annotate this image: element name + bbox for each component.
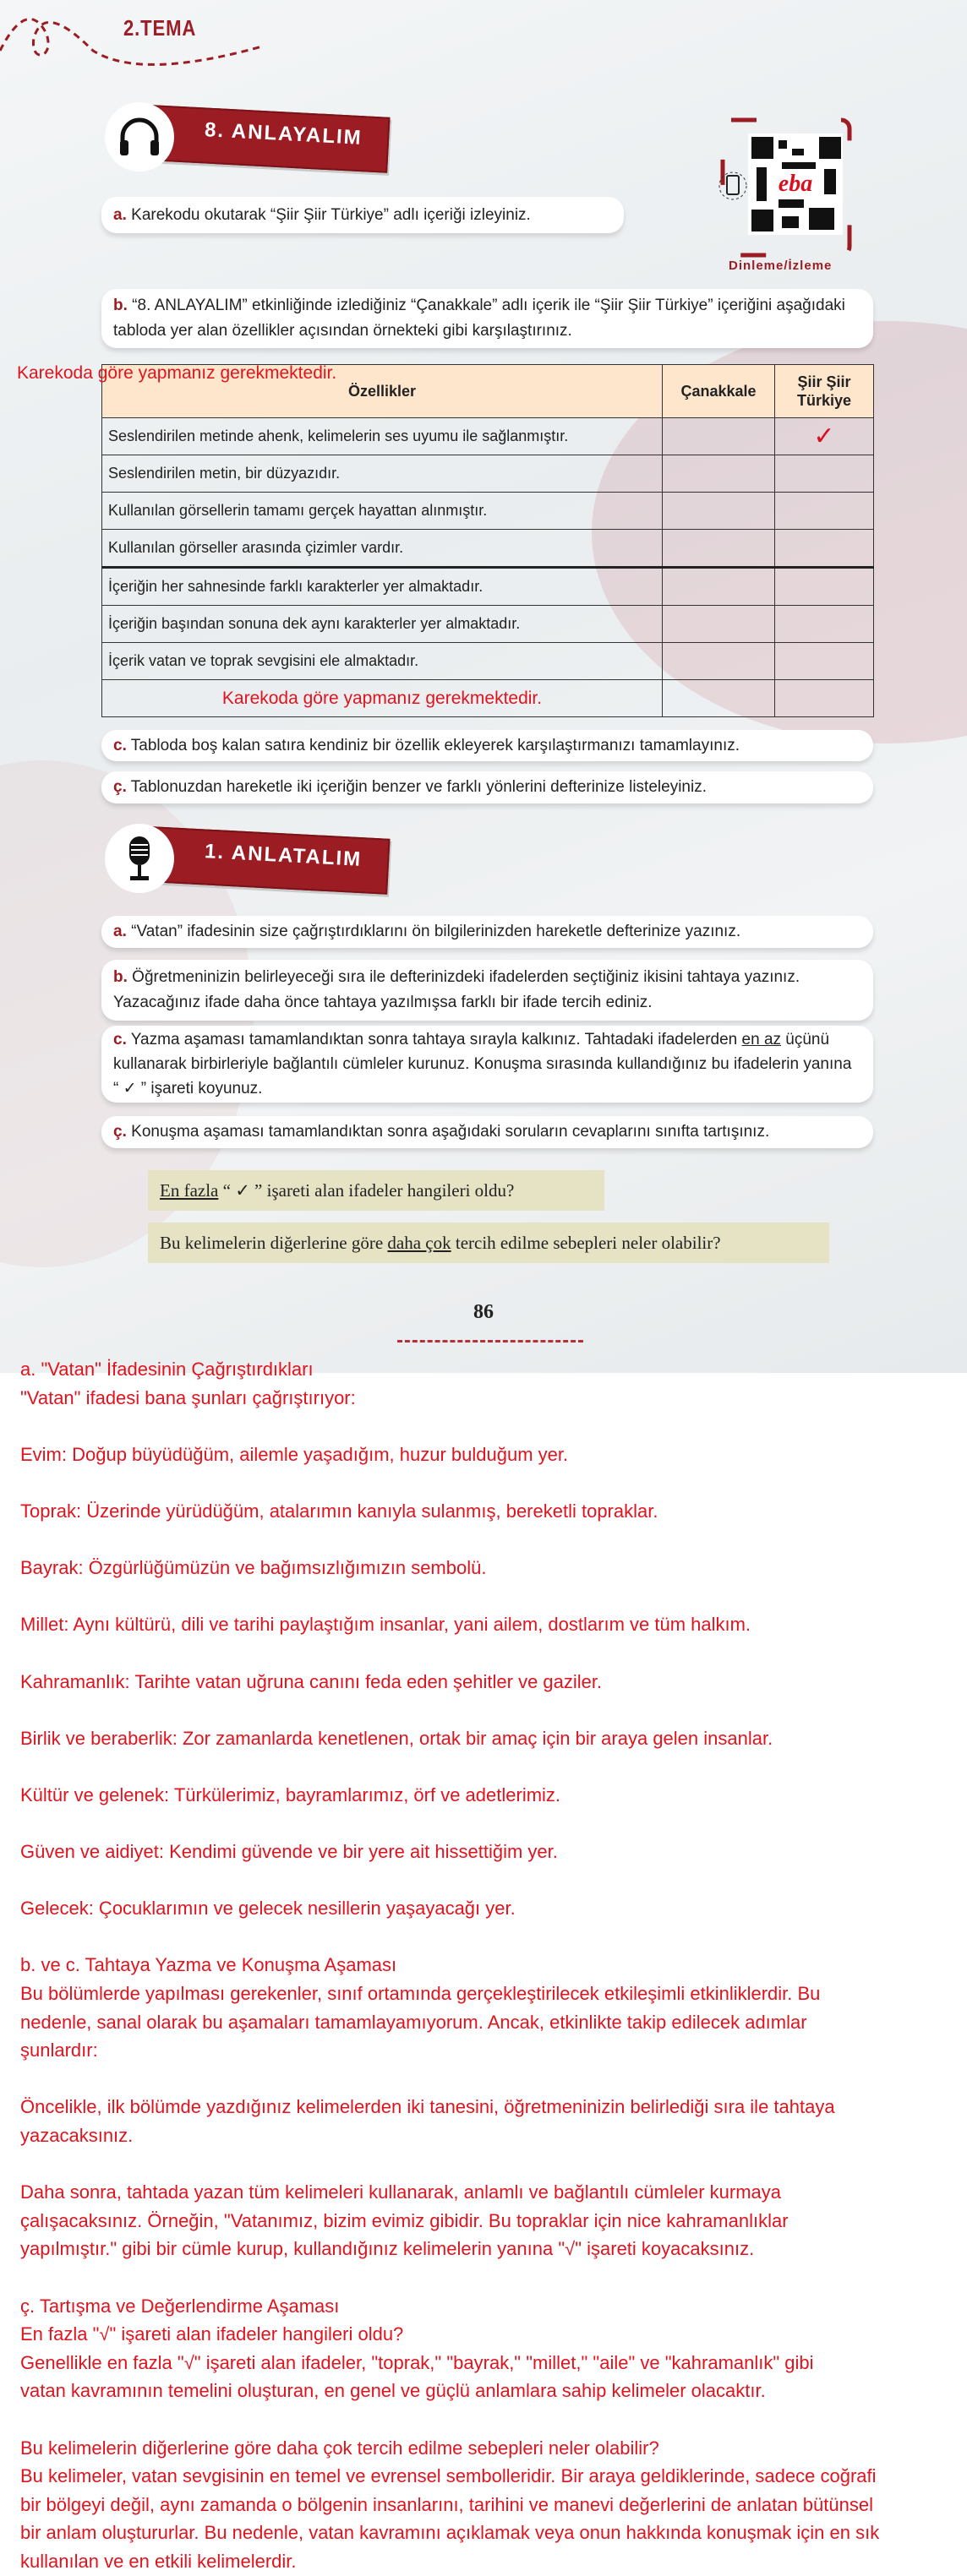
canakkale-cell[interactable] — [663, 493, 775, 530]
column-header: Çanakkale — [663, 365, 775, 418]
instruction-text: Öğretmeninizin belirleyeceği sıra ile defterinizdeki ifadelerden seçtiğiniz ikisini tahtaya yazınız. Yazacağınız ifade daha önce tahtaya yazılmışsa farklı bir ifade tercih ediniz. — [113, 968, 800, 1011]
blank-line — [20, 1752, 967, 1781]
item-letter: a. — [113, 205, 127, 224]
question-text: tercih edilme sebepleri neler olabilir? — [451, 1233, 721, 1253]
question-text: “ ✓ ” işareti alan ifadeler hangileri oldu? — [218, 1180, 515, 1201]
table-row — [102, 643, 874, 680]
canakkale-cell[interactable] — [663, 606, 775, 643]
table-row — [102, 418, 874, 455]
answer-line: Güven ve aidiyet: Kendimi güvende ve bir yere ait hissettiğim yer. — [20, 1841, 558, 1863]
instruction-text: Tabloda boş kalan satıra kendiniz bir özellik ekleyerek karşılaştırmanızı tamamlayınız. — [130, 736, 740, 754]
item-letter: ç. — [113, 778, 127, 796]
headphones-icon — [105, 102, 174, 172]
answer-line: ç. Tartışma ve Değerlendirme Aşaması — [20, 2295, 340, 2317]
underlined-text: En fazla — [160, 1180, 219, 1201]
instruction-b — [101, 289, 873, 348]
column-header: Şiir Şiir Türkiye — [775, 365, 874, 418]
item-letter: ç. — [113, 1123, 127, 1141]
blank-line — [20, 1582, 967, 1611]
feature-cell: İçeriğin her sahnesinde farklı karakterler yer almaktadır. — [102, 568, 663, 606]
answer-line: nedenle, sanal olarak bu aşamaları tamamlayamıyorum. Ancak, etkinlikte takip edilecek adımlar — [20, 2011, 807, 2033]
siir-cell[interactable] — [775, 493, 874, 530]
instruction-c — [101, 1026, 873, 1103]
answer-line: Birlik ve beraberlik: Zor zamanlarda kenetlenen, ortak bir amaç için bir araya gelen insanlar. — [20, 1727, 773, 1749]
canakkale-cell[interactable] — [663, 530, 775, 568]
underlined-text: daha çok — [387, 1233, 451, 1253]
canakkale-cell[interactable] — [663, 418, 775, 455]
answer-line: Kahramanlık: Tarihte vatan uğruna canını feda eden şehitler ve gaziler. — [20, 1670, 603, 1692]
theme-title: 2.TEMA — [123, 15, 197, 41]
item-letter: b. — [113, 968, 128, 986]
canakkale-cell[interactable] — [663, 680, 775, 717]
siir-cell[interactable] — [775, 606, 874, 643]
table-row — [102, 680, 874, 717]
canakkale-cell[interactable] — [663, 455, 775, 493]
blank-line — [20, 1526, 967, 1555]
instruction-text: “8. ANLAYALIM” etkinliğinde izlediğiniz “Çanakkale” adlı içerik ile “Şiir Şiir Türkiye” içeriğini aşağıdaki tabloda yer alan özellikler açısından örnekteki gibi karşılaştırınız. — [113, 297, 845, 340]
feature-cell: Seslendirilen metin, bir düzyazıdır. — [102, 455, 663, 493]
answer-line: a. "Vatan" İfadesinin Çağrıştırdıkları — [20, 1359, 314, 1380]
instruction-cc — [101, 771, 873, 803]
blank-line — [20, 2263, 967, 2292]
qr-code[interactable] — [714, 115, 858, 264]
answer-line: vatan kavramının temelini oluşturan, en genel ve güçlü anlamlara sahip kelimeler olacaktır. — [20, 2380, 766, 2402]
siir-cell[interactable] — [775, 530, 874, 568]
answer-text — [20, 1355, 967, 2576]
column-header: Özellikler — [102, 365, 663, 418]
answer-line: Kültür ve gelenek: Türkülerimiz, bayramlarımız, örf ve adetlerimiz. — [20, 1784, 561, 1805]
blank-line — [20, 2065, 967, 2094]
blank-line — [20, 1810, 967, 1838]
microphone-icon — [105, 824, 174, 893]
feature-cell: İçerik vatan ve toprak sevgisini ele almaktadır. — [102, 643, 663, 680]
banner-title: 1. ANLATALIM — [204, 840, 363, 871]
check-icon[interactable]: ✓ — [775, 418, 874, 455]
answer-line: Genellikle en fazla "√" işareti alan ifadeler, "toprak," "bayrak," "millet," "aile" ve "kahramanlık" gibi — [20, 2351, 814, 2373]
item-letter: c. — [113, 1031, 127, 1048]
section-banner-anlayalim — [101, 99, 389, 170]
answer-line: En fazla "√" işareti alan ifadeler hangileri oldu? — [20, 2323, 404, 2345]
instruction-text: Konuşma aşaması tamamlandıktan sonra aşağıdaki soruların cevaplarını sınıfta tartışınız. — [131, 1123, 770, 1141]
table-row — [102, 530, 874, 568]
discussion-question-2 — [148, 1223, 829, 1263]
blank-line — [20, 1412, 967, 1440]
answer-line: yapılmıştır." gibi bir cümle kurup, kullandığınız kelimelerin yanına "√" işareti koyacaksınız. — [20, 2238, 755, 2260]
answer-line: Gelecek: Çocuklarımın ve gelecek nesillerin yaşayacağı yer. — [20, 1898, 516, 1920]
answer-line: Millet: Aynı kültürü, dili ve tarihi paylaştığım insanlar, yani ailem, dostlarım ve tüm halkım. — [20, 1614, 751, 1636]
canakkale-cell[interactable] — [663, 643, 775, 680]
canakkale-cell[interactable] — [663, 568, 775, 606]
answer-line: Toprak: Üzerinde yürüdüğüm, atalarımın kanıyla sulanmış, bereketli topraklar. — [20, 1500, 658, 1522]
instruction-cc — [101, 1116, 873, 1148]
answer-line: Bu kelimelerin diğerlerine göre daha çok tercih edilme sebepleri neler olabilir? — [20, 2437, 659, 2459]
table-row — [102, 568, 874, 606]
overlay-note: Karekoda göre yapmanız gerekmektedir. — [17, 363, 337, 383]
qr-label: Dinleme/İzleme — [729, 259, 833, 273]
instruction-text: Yazma aşaması tamamlandıktan sonra tahtaya sırayla kalkınız. Tahtadaki ifadelerden — [130, 1031, 742, 1048]
blank-line — [20, 1639, 967, 1668]
answer-line: b. ve c. Tahtaya Yazma ve Konuşma Aşaması — [20, 1954, 397, 1976]
answer-line: Bayrak: Özgürlüğümüzün ve bağımsızlığımızın sembolü. — [20, 1557, 487, 1579]
underlined-text: en az — [741, 1031, 782, 1048]
answer-line: Daha sonra, tahtada yazan tüm kelimeleri kullanarak, anlamlı ve bağlantılı cümleler kurmaya — [20, 2181, 781, 2203]
answer-line: bir bölgeyi değil, aynı zamanda o bölgenin insanlarını, tarihini ve manevi değerlerini de anlatan bütünsel — [20, 2493, 873, 2515]
answer-line: Evim: Doğup büyüdüğüm, ailemle yaşadığım, huzur bulduğum yer. — [20, 1443, 569, 1465]
section-banner-anlatalim — [101, 820, 389, 891]
item-letter: a. — [113, 923, 127, 940]
table-row — [102, 455, 874, 493]
feature-cell: Kullanılan görseller arasında çizimler vardır. — [102, 530, 663, 568]
instruction-text: “Vatan” ifadesinin size çağrıştırdıklarını ön bilgilerinizden hareketle defterinize yazınız. — [131, 923, 741, 940]
decorative-divider — [397, 1340, 583, 1342]
siir-cell[interactable] — [775, 455, 874, 493]
blank-line — [20, 2405, 967, 2434]
answer-line: yazacaksınız. — [20, 2125, 134, 2147]
blank-line — [20, 1866, 967, 1895]
answer-line: Öncelikle, ilk bölümde yazdığınız kelimelerden iki tanesini, öğretmeninizin belirlediği sıra ile tahtaya — [20, 2096, 835, 2118]
instruction-a — [101, 197, 624, 233]
answer-line: kullanılan ve en etkili kelimelerdir. — [20, 2550, 297, 2572]
answer-line: Bu kelimeler, vatan sevgisinin en temel ve evrensel sembolleridir. Bir araya geldiklerinde, sadece coğrafi — [20, 2465, 877, 2487]
instruction-text: üçünü kullanarak birbirleriyle bağlantılı cümleler kurunuz. Konuşma sırasında kullandığınız bu ifadelerin yanına “ ✓ ” işareti koyunuz. — [113, 1031, 852, 1097]
answer-line: bir anlam oluştururlar. Bu nedenle, vatan kavramını açıklamak veya onun hakkında konuşmak için en sık — [20, 2522, 880, 2544]
blank-line — [20, 1696, 967, 1724]
blank-line — [20, 1923, 967, 1952]
instruction-text: Tablonuzdan hareketle iki içeriğin benzer ve farklı yönlerini defterinize listeleyiniz. — [130, 778, 707, 796]
item-letter: c. — [113, 736, 127, 754]
table-row — [102, 493, 874, 530]
feature-cell-custom[interactable]: Karekoda göre yapmanız gerekmektedir. — [102, 680, 663, 717]
answer-line: "Vatan" ifadesi bana şunları çağrıştırıyor: — [20, 1386, 356, 1408]
siir-cell[interactable] — [775, 680, 874, 717]
item-letter: b. — [113, 297, 128, 314]
table-row — [102, 606, 874, 643]
feature-cell: Seslendirilen metinde ahenk, kelimelerin ses uyumu ile sağlanmıştır. — [102, 418, 663, 455]
blank-line — [20, 1468, 967, 1497]
answer-line: Bu bölümlerde yapılması gerekenler, sınıf ortamında gerçekleştirilecek etkileşimli etkinliklerdir. Bu — [20, 1983, 821, 2005]
eba-logo: eba — [778, 171, 813, 197]
discussion-question-1 — [148, 1170, 604, 1211]
instruction-text: Karekodu okutarak “Şiir Şiir Türkiye” adlı içeriği izleyiniz. — [131, 205, 531, 224]
instruction-c — [101, 730, 873, 761]
banner-title: 8. ANLAYALIM — [204, 118, 363, 150]
answer-line: çalışacaksınız. Örneğin, "Vatanımız, bizim evimiz gibidir. Bu topraklar için nice kahramanlıklar — [20, 2209, 789, 2231]
blank-line — [20, 2150, 967, 2179]
answer-line: şunlardır: — [20, 2040, 98, 2061]
instruction-b — [101, 960, 873, 1021]
comparison-table — [101, 364, 874, 717]
siir-cell[interactable] — [775, 568, 874, 606]
siir-cell[interactable] — [775, 643, 874, 680]
page-number: 86 — [473, 1301, 494, 1323]
instruction-a — [101, 916, 873, 948]
feature-cell: İçeriğin başından sonuna dek aynı karakterler yer almaktadır. — [102, 606, 663, 643]
feature-cell: Kullanılan görsellerin tamamı gerçek hayattan alınmıştır. — [102, 493, 663, 530]
question-text: Bu kelimelerin diğerlerine göre — [160, 1233, 388, 1253]
